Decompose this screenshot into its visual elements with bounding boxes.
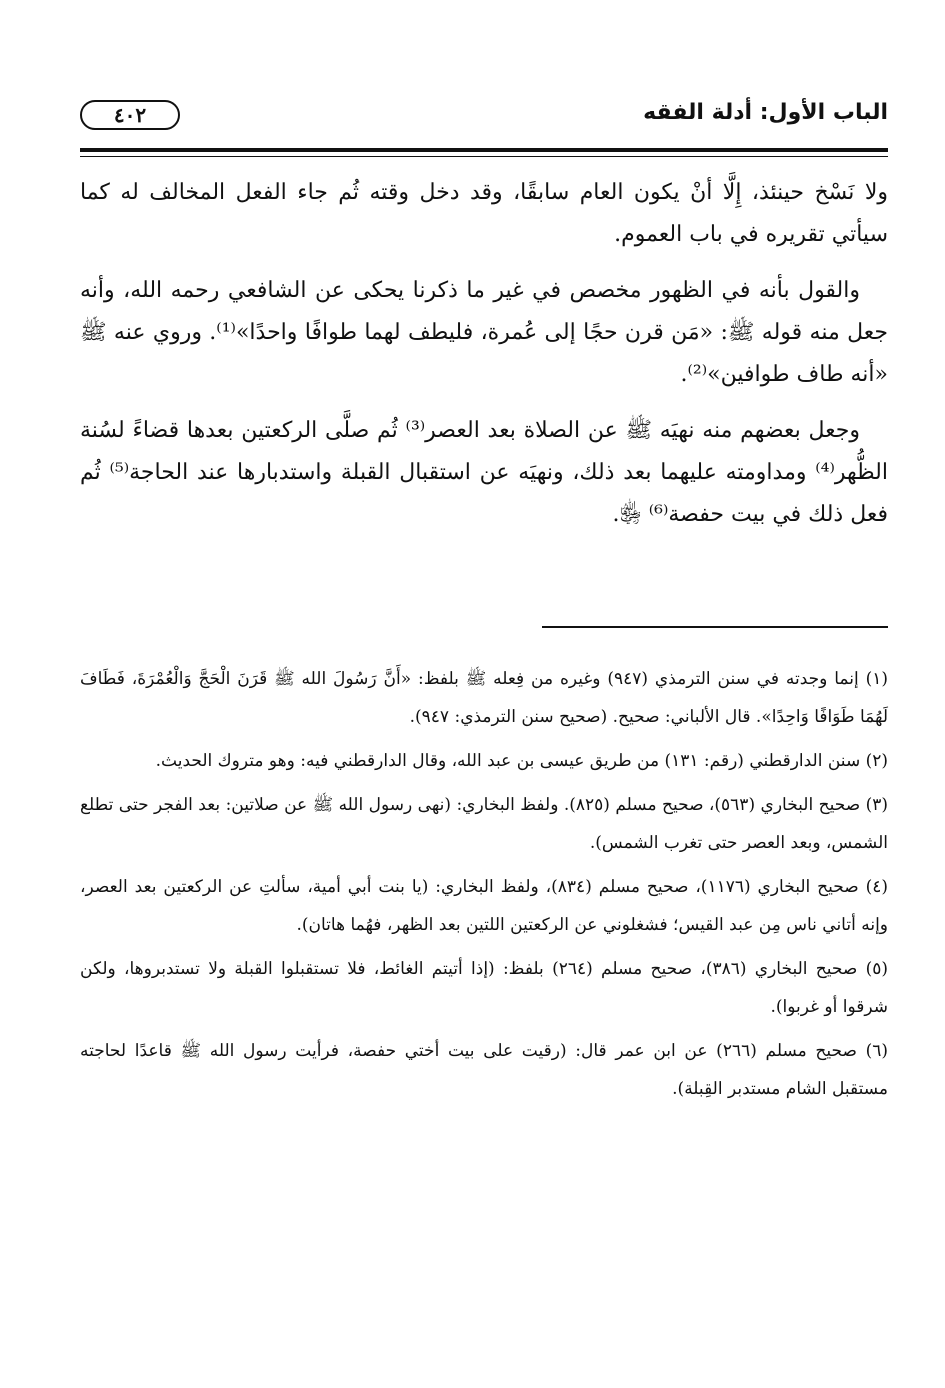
header-rule-thin (80, 156, 888, 157)
footnotes (80, 660, 888, 1114)
footnote: (٣) صحيح البخاري (٥٦٣)، صحيح مسلم (٨٢٥). ولفظ البخاري: (نهى رسول الله ﷺ عن صلاتين: بعد الفجر حتى تطلع الشمس، وبعد العصر حتى تغرب الشمس). (80, 795, 888, 853)
footnote: (١) إنما وجدته في سنن الترمذي (٩٤٧) وغيره من فِعله ﷺ بلفظ: «أَنَّ رَسُولَ الله ﷺ قَرَنَ الْحَجَّ وَالْعُمْرَةَ، فَطَافَ لَهُمَا طَوَافًا وَاحِدًا». قال الألباني: صحيح. (صحيح سنن الترمذي: ٩٤٧). (80, 669, 889, 727)
footnote-separator (542, 626, 888, 628)
footnote: (٥) صحيح البخاري (٣٨٦)، صحيح مسلم (٢٦٤) بلفظ: (إذا أتيتم الغائط، فلا تستقبلوا القبلة ولا تستدبروها، ولكن شرقوا أو غربوا). (80, 959, 888, 1017)
page-header (80, 98, 888, 148)
footnote: (٤) صحيح البخاري (١١٧٦)، صحيح مسلم (٨٣٤)، ولفظ البخاري: (يا بنت أبي أمية، سألتِ عن الركعتين بعد العصر، وإنه أتاني ناس مِن عبد القيس؛ فشغلوني عن الركعتين اللتين بعد الظهر، فهُما هاتان). (80, 877, 888, 935)
main-paragraph: والقول بأنه في الظهور مخصص في غير ما ذكرنا يحكى عن الشافعي رحمه الله، وأنه جعل منه قوله ﷺ: «مَن قرن حجًا إلى عُمرة، فليطف لهما طوافًا واحدًا»⁽¹⁾. وروي عنه ﷺ «أنه طاف طوافين»⁽²⁾. (80, 278, 888, 387)
main-paragraph: ولا نَسْخ حينئذ، إِلَّا أنْ يكون العام سابقًا، وقد دخل وقته ثُم جاء الفعل المخالف له كما سيأتي تقريره في باب العموم. (80, 180, 888, 247)
footnote: (٦) صحيح مسلم (٢٦٦) عن ابن عمر قال: (رقيت على بيت أختي حفصة، فرأيت رسول الله ﷺ قاعدًا لحاجته مستقبل الشام مستدبر القِبلة). (80, 1041, 889, 1099)
running-title: الباب الأول: أدلة الفقه (643, 100, 888, 125)
page-number: ٤٠٢ (80, 100, 180, 130)
header-rule-thick (80, 148, 888, 152)
footnote: (٢) سنن الدارقطني (رقم: ١٣١) من طريق عيسى بن عبد الله، وقال الدارقطني فيه: وهو متروك الحديث. (155, 751, 888, 771)
main-paragraph: وجعل بعضهم منه نهيَه ﷺ عن الصلاة بعد العصر⁽³⁾ ثُم صلَّى الركعتين بعدها قضاءً لسُنة الظُّهر⁽⁴⁾ ومداومته عليهما بعد ذلك، ونهيَه عن استقبال القبلة واستدبارها عند الحاجة⁽⁵⁾ ثُم فعل ذلك في بيت حفصة⁽⁶⁾ ﵂. (80, 418, 888, 527)
main-text (80, 172, 888, 550)
